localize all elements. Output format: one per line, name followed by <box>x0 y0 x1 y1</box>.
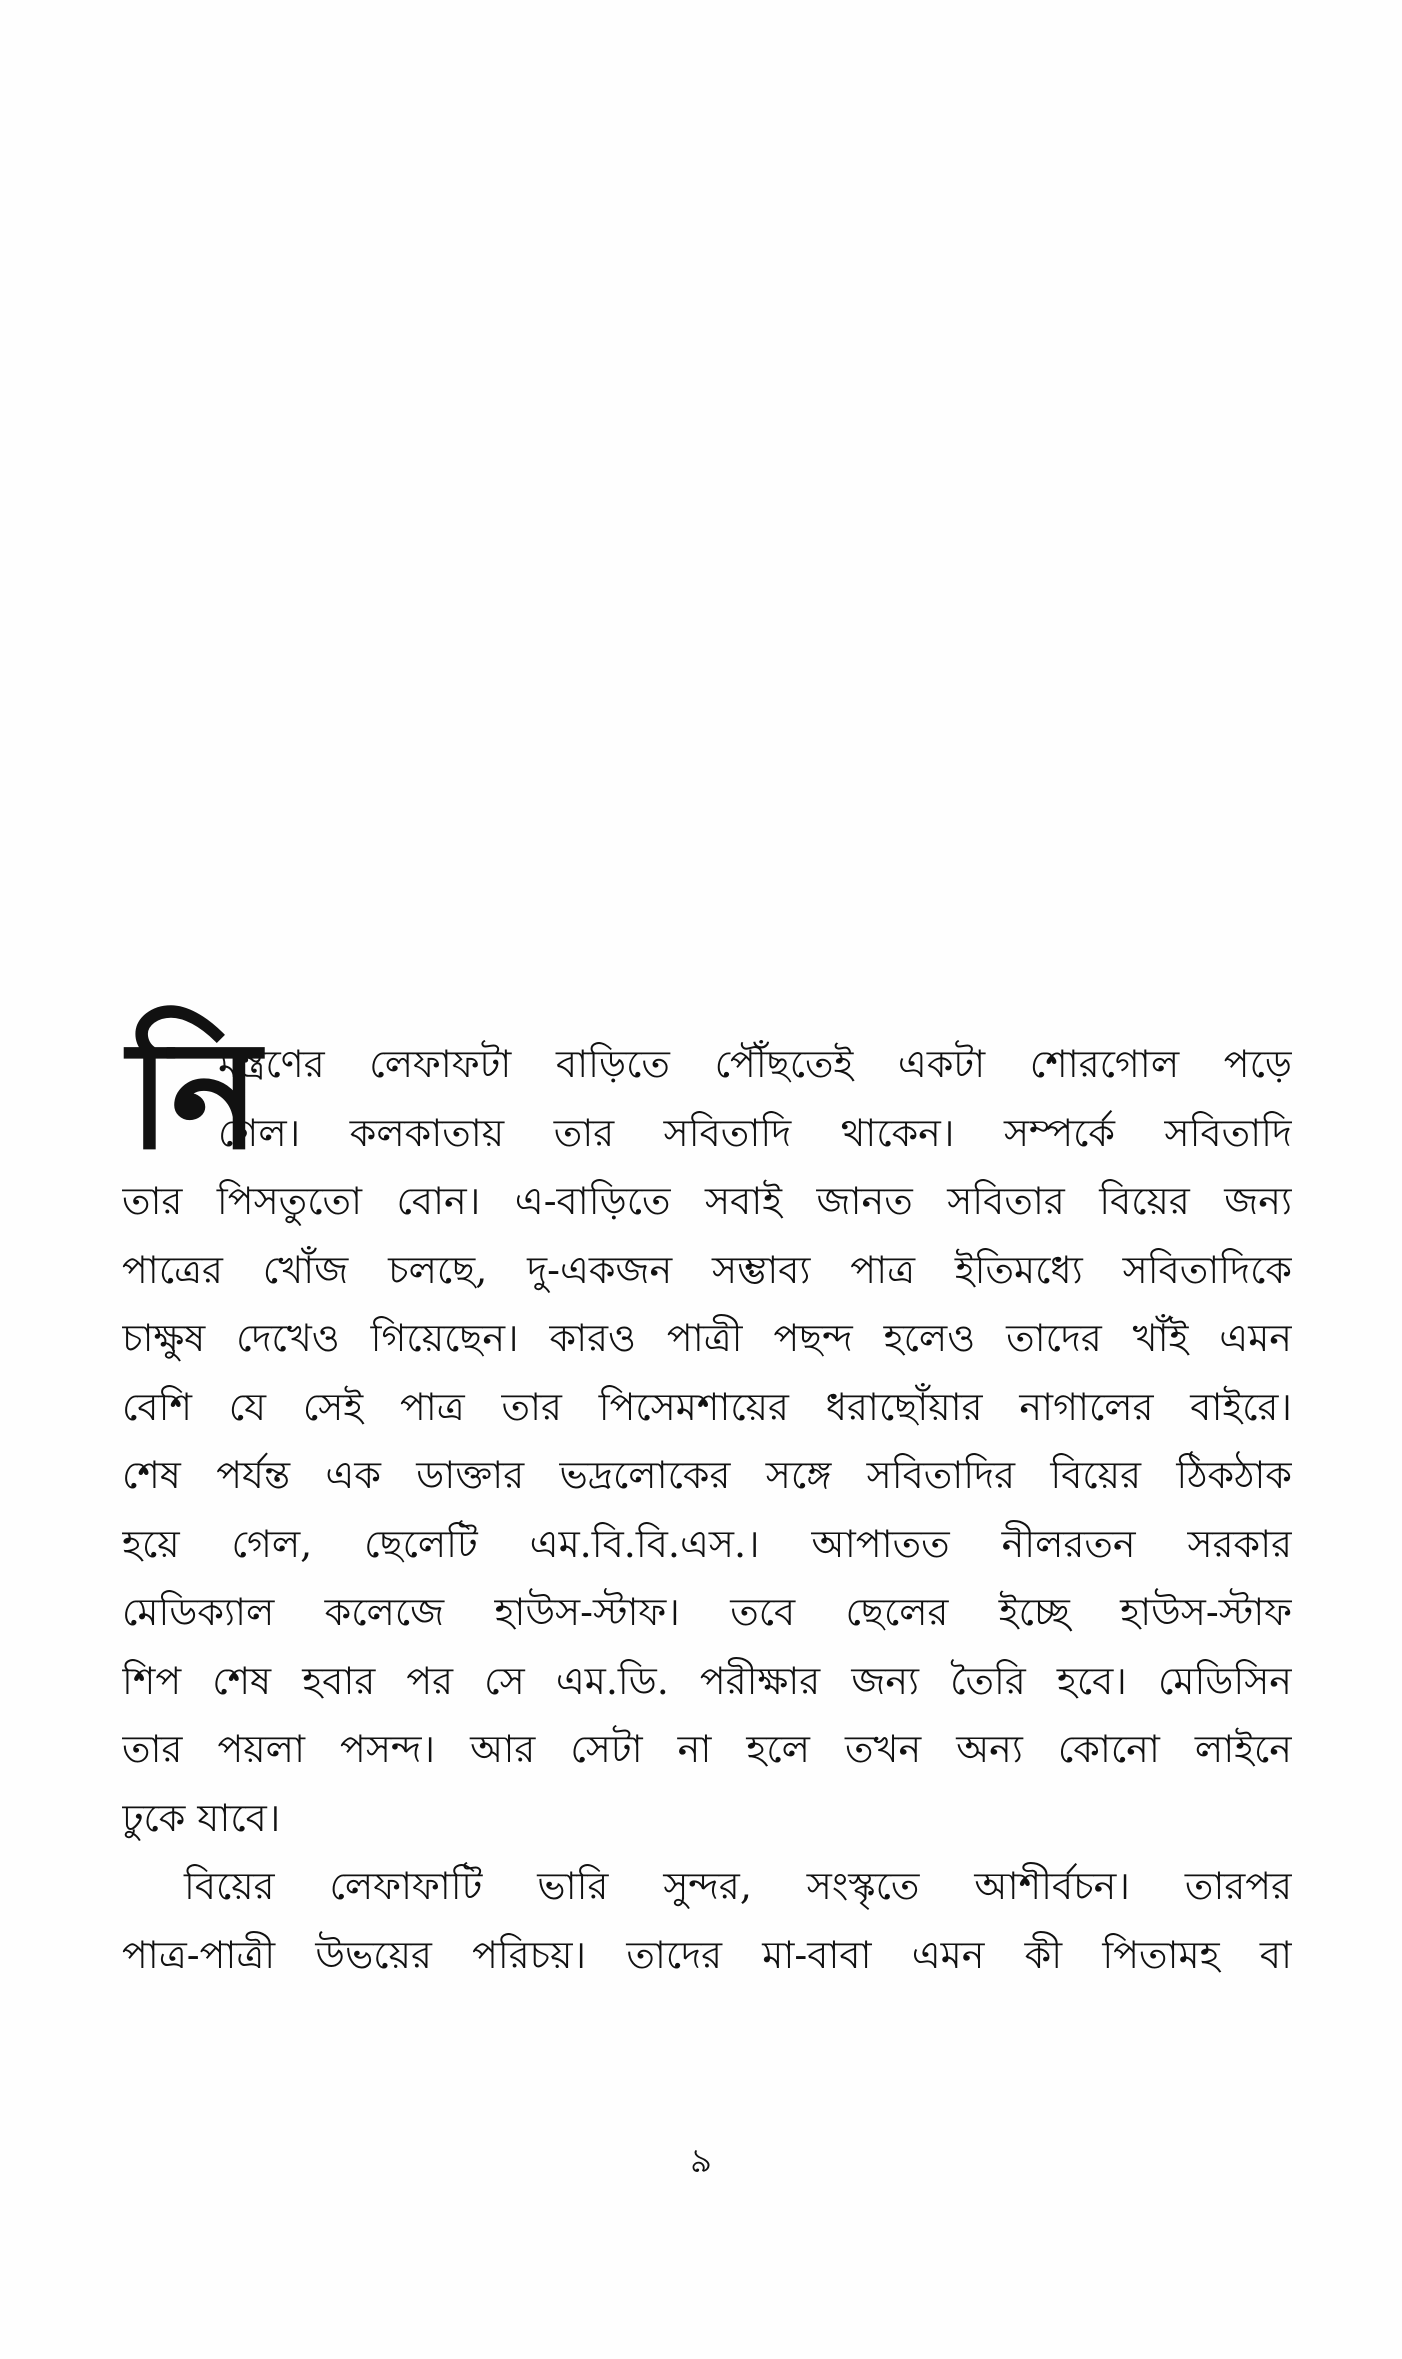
text-line: চাক্ষুষ দেখেও গিয়েছেন। কারও পাত্রী পছন্দ হলেও তাদের খাঁই এমন <box>122 1316 1292 1360</box>
text-line: শিপ শেষ হবার পর সে এম.ডি. পরীক্ষার জন্য তৈরি হবে। মেডিসিন <box>122 1658 1292 1703</box>
text-line: শেষ পর্যন্ত এক ডাক্তার ভদ্রলোকের সঙ্গে সবিতাদির বিয়ের ঠিকঠাক <box>122 1453 1292 1497</box>
text-line: বেশি যে সেই পাত্র তার পিসেমশায়ের ধরাছোঁয়ার নাগালের বাইরে। <box>122 1384 1292 1429</box>
text-line: হয়ে গেল, ছেলেটি এম.বি.বি.এস.। আপাতত নীলরতন সরকার <box>122 1521 1292 1566</box>
body-text <box>122 1007 1292 1989</box>
paragraph-2 <box>122 1852 1292 1989</box>
text-line: তার পয়লা পসন্দ। আর সেটা না হলে তখন অন্য কোনো লাইনে <box>122 1727 1292 1771</box>
page-number: ৯ <box>689 2141 713 2181</box>
text-line: ঢুকে যাবে। <box>122 1795 281 1840</box>
text-line: মন্ত্রণের লেফাফটা বাড়িতে পৌঁছতেই একটা শোরগোল পড়ে <box>218 1042 1292 1086</box>
text-line: মেডিক্যাল কলেজে হাউস-স্টাফ। তবে ছেলের ইচ্ছে হাউস-স্টাফ <box>122 1590 1292 1634</box>
paragraph-1 <box>122 1007 1292 1852</box>
drop-cap: নি <box>128 1007 261 1183</box>
text-line: পাত্রের খোঁজ চলছে, দু-একজন সম্ভাব্য পাত্র ইতিমধ্যে সবিতাদিকে <box>122 1247 1292 1292</box>
text-line: গেল। কলকাতায় তার সবিতাদি থাকেন। সম্পর্কে সবিতাদি <box>218 1110 1292 1155</box>
text-line: বিয়ের লেফাফাটি ভারি সুন্দর, সংস্কৃতে আশীর্বচন। তারপর <box>184 1864 1292 1908</box>
text-line: পাত্র-পাত্রী উভয়ের পরিচয়। তাদের মা-বাবা এমন কী পিতামহ বা <box>122 1932 1292 1977</box>
text-line: তার পিসতুতো বোন। এ-বাড়িতে সবাই জানত সবিতার বিয়ের জন্য <box>122 1179 1292 1223</box>
